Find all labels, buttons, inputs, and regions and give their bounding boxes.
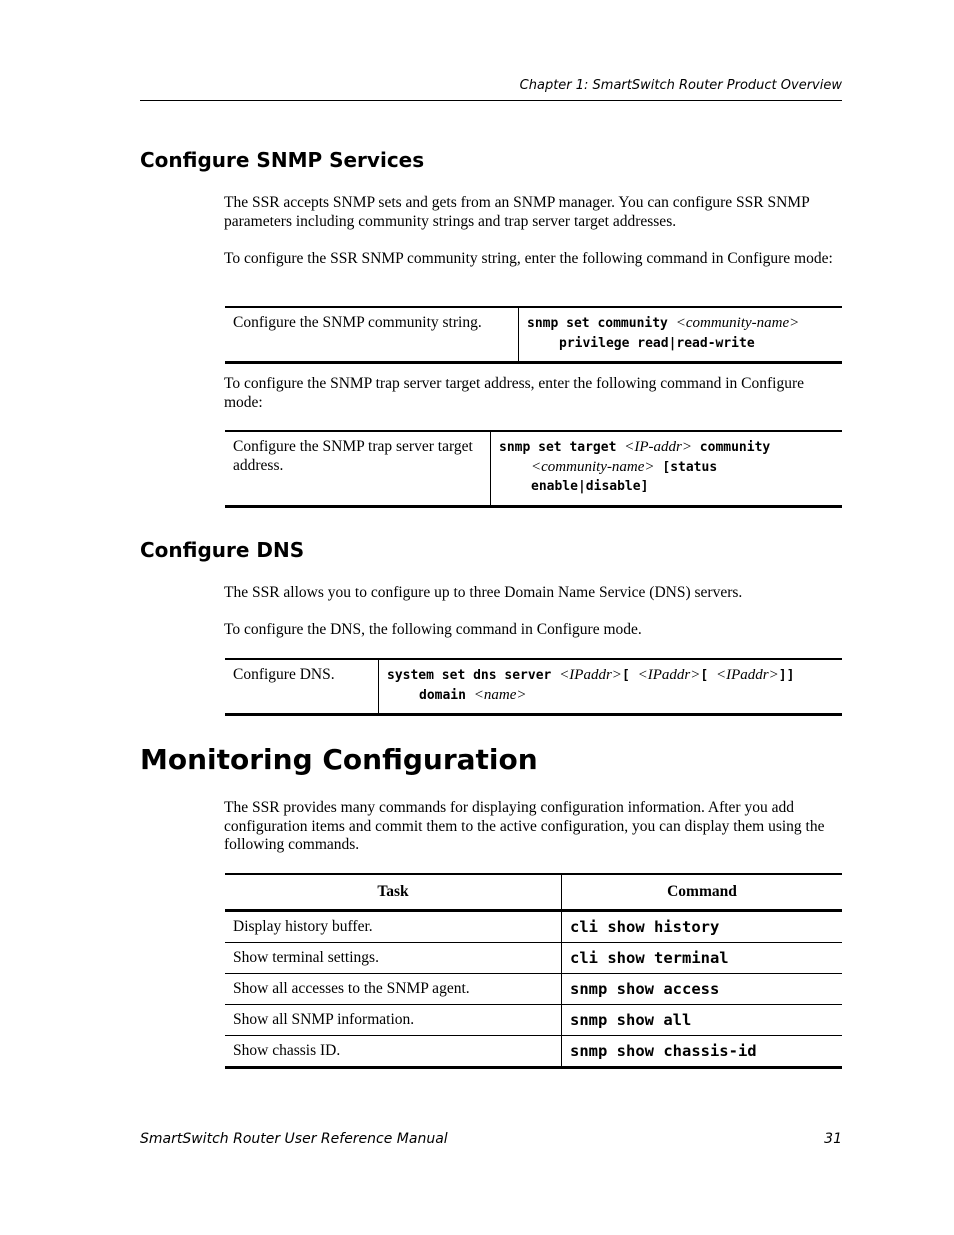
command-cell: cli show terminal [562,943,843,974]
command-argument: <IPaddr> [559,667,622,683]
table-row [225,307,842,363]
dns-intro-paragraph: The SSR allows you to configure up to three Domain Name Service (DNS) servers. [224,584,743,601]
command-text: ]] [778,668,795,683]
header-rule [140,100,842,101]
monitoring-commands-table [225,873,842,1069]
table-row [225,659,842,715]
column-header-task: Task [225,874,562,911]
snmp-trap-table [225,430,842,508]
snmp-trap-intro: To configure the SNMP trap server target address, enter the following command in Configure mode: [224,375,805,411]
command-argument: <name> [473,686,527,703]
command-cell: snmp show access [562,974,843,1005]
footer-manual-title: SmartSwitch Router User Reference Manual [140,1131,448,1147]
command-cell: snmp show chassis-id [562,1036,843,1068]
command-argument: <community-name> [675,315,800,331]
command-cell: snmp show all [562,1005,843,1036]
snmp-community-intro: To configure the SSR SNMP community string, enter the following command in Configure mode: [224,250,833,267]
command-text: [status [654,459,718,475]
monitoring-intro-paragraph: The SSR provides many commands for displaying configuration information. After you add configuration items and commit them to the active configuration, you can display them using the following commands. [224,799,825,853]
command-text: snmp set community [527,316,676,331]
column-header-command: Command [562,874,843,911]
dns-heading: Configure DNS [140,538,305,562]
dns-config-intro: To configure the DNS, the following command in Configure mode. [224,621,642,638]
task-cell: Configure DNS. [233,666,335,683]
table-row [225,974,842,1005]
task-cell: Display history buffer. [233,918,373,935]
command-argument: <IPaddr> [637,667,701,683]
command-argument: <community-name> [531,458,655,475]
command-text: snmp set target [499,440,625,455]
task-cell: Configure the SNMP community string. [233,314,482,331]
command-text: [ [621,668,638,683]
task-cell: Configure the SNMP trap server target address. [233,438,473,474]
task-cell: Show all accesses to the SNMP agent. [225,974,562,1005]
snmp-intro-paragraph: The SSR accepts SNMP sets and gets from an SNMP manager. You can configure SSR SNMP parameters including community strings and trap server target addresses. [224,194,810,230]
command-cell: cli show history [562,911,843,943]
command-argument: <IPaddr> [716,667,779,683]
command-text: system set dns server [387,668,560,683]
running-header: Chapter 1: SmartSwitch Router Product Overview [519,78,842,93]
task-cell: Show all SNMP information. [225,1005,562,1036]
command-cell [519,307,843,363]
snmp-community-table [225,306,842,364]
command-cell [491,431,843,506]
command-cell [379,659,843,715]
monitoring-heading: Monitoring Configuration [140,743,538,776]
snmp-heading: Configure SNMP Services [140,148,425,172]
table-row [225,431,842,506]
command-text: enable|disable] [531,479,649,494]
table-row [225,1005,842,1036]
table-row [225,1036,842,1068]
command-text: privilege read|read-write [559,335,755,351]
table-row [225,943,842,974]
command-argument: <IP-addr> [624,439,692,455]
command-text: domain [419,687,474,703]
command-text: community [691,440,771,455]
task-cell: Show chassis ID. [225,1036,562,1068]
command-text: [ [700,668,716,683]
dns-table [225,658,842,716]
table-row [225,911,842,943]
task-cell: Show terminal settings. [225,943,562,974]
footer-page-number: 31 [824,1131,842,1147]
table-header-row [225,874,842,911]
